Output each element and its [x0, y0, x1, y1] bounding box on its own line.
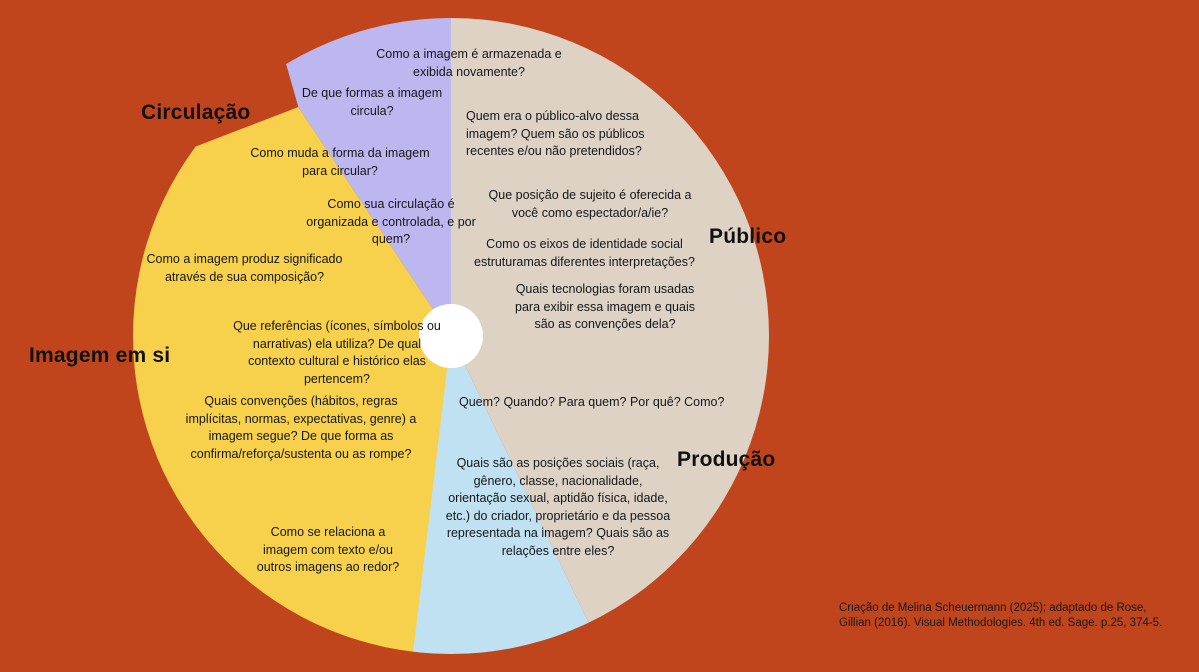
question-circulacao-1: Como a imagem é armazenada e exibida novamente?	[376, 47, 562, 79]
question-circulacao-2: De que formas a imagem circula?	[301, 86, 443, 118]
section-title-producao: Produção	[677, 448, 776, 471]
question-circulacao-3: Como muda a forma da imagem para circular?	[250, 146, 430, 178]
section-title-circulacao: Circulação	[141, 101, 251, 124]
credit-note: Criação de Melina Scheuermann (2025); adaptado de Rose, Gillian (2016). Visual Methodologies. 4th ed. Sage. p.25, 374-5.	[839, 602, 1163, 629]
question-producao-1: Quem? Quando? Para quem? Por quê? Como?	[459, 395, 725, 409]
question-producao-2: Quais são as posições sociais (raça, gênero, classe, nacionalidade, orientação sexual, aptidão física, idade, etc.) do criador, proprietário e da pessoa representada na imagem? Quais são as relações entre eles?	[445, 456, 671, 558]
section-title-publico: Público	[709, 225, 787, 248]
question-publico-1: Quem era o público-alvo dessa imagem? Quem são os públicos recentes e/ou não pretendidos?	[466, 109, 645, 158]
question-imagem-4: Como se relaciona a imagem com texto e/ou outros imagens ao redor?	[256, 525, 400, 574]
question-circulacao-4: Como sua circulação é organizada e controlada, e por quem?	[306, 197, 476, 246]
question-imagem-3: Quais convenções (hábitos, regras implícitas, normas, expectativas, genre) a imagem segue? De que forma as confirma/reforça/sustenta ou as rompe?	[185, 394, 417, 461]
question-publico-4: Quais tecnologias foram usadas para exibir essa imagem e quais são as convenções dela?	[515, 282, 695, 331]
question-publico-3: Como os eixos de identidade social estruturamas diferentes interpretações?	[474, 237, 695, 269]
question-publico-2: Que posição de sujeito é oferecida a você como espectador/a/ie?	[488, 188, 692, 220]
section-title-imagem-em-si: Imagem em si	[29, 344, 171, 367]
question-imagem-1: Como a imagem produz significado através de sua composição?	[146, 252, 343, 284]
question-imagem-2: Que referências (ícones, símbolos ou narrativas) ela utiliza? De qual contexto cultural e histórico elas pertencem?	[233, 319, 441, 386]
